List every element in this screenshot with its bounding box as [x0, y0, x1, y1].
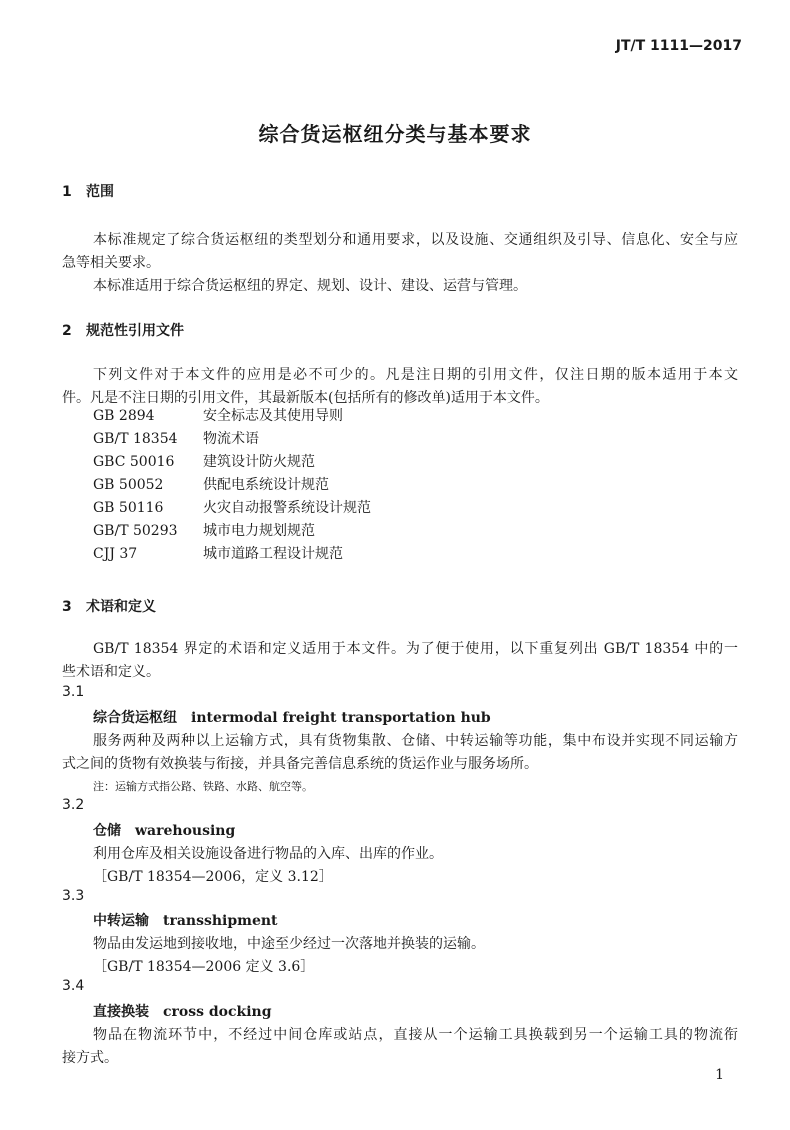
- term-heading: [93, 707, 491, 727]
- term-definition-line-1: 物品在物流环节中，不经过中间仓库或站点，直接从一个运输工具换载到另一个运输工具的物流衔: [93, 1027, 738, 1043]
- term-number: 3.2: [62, 797, 85, 813]
- term-note: 注：运输方式指公路、铁路、水路、航空等。: [93, 780, 313, 793]
- section-number: 2: [62, 323, 72, 339]
- reference-name: 火灾自动报警系统设计规范: [203, 500, 371, 516]
- section-title: 规范性引用文件: [86, 323, 184, 339]
- section-title: 术语和定义: [86, 599, 156, 615]
- term-zh: 中转运输: [93, 913, 149, 929]
- section-2-para-line-2: 件。凡是不注日期的引用文件，其最新版本(包括所有的修改单)适用于本文件。: [62, 390, 549, 406]
- section-3-para-line-1: GB/T 18354 界定的术语和定义适用于本文件。为了便于使用，以下重复列出 GB/T 18354 中的一: [93, 641, 738, 657]
- reference-code: GB 50052: [93, 477, 164, 493]
- reference-name: 建筑设计防火规范: [203, 454, 315, 470]
- term-definition-line-2: 接方式。: [62, 1050, 118, 1066]
- reference-row: [93, 474, 371, 497]
- reference-code: GB/T 50293: [93, 523, 178, 539]
- term-definition: 利用仓库及相关设施设备进行物品的入库、出库的作业。: [93, 846, 443, 862]
- reference-code: GB/T 18354: [93, 431, 178, 447]
- reference-row: [93, 543, 371, 566]
- reference-code: CJJ 37: [93, 546, 138, 562]
- term-zh: 综合货运枢纽: [93, 710, 177, 726]
- reference-row: [93, 405, 371, 428]
- reference-name: 城市电力规划规范: [203, 523, 315, 539]
- term-zh: 直接换装: [93, 1004, 149, 1020]
- reference-row: [93, 451, 371, 474]
- term-number: 3.1: [62, 684, 85, 700]
- term-definition-line-2: 式之间的货物有效换装与衔接，并具备完善信息系统的货运作业与服务场所。: [62, 756, 538, 772]
- term-definition-line-1: 服务两种及两种以上运输方式，具有货物集散、仓储、中转运输等功能，集中布设并实现不同运输方: [93, 733, 738, 749]
- reference-name: 安全标志及其使用导则: [203, 408, 343, 424]
- term-heading: [93, 910, 278, 930]
- term-source: ［GB/T 18354—2006 定义 3.6］: [93, 959, 315, 975]
- reference-code: GBC 50016: [93, 454, 175, 470]
- reference-row: [93, 428, 371, 451]
- section-1-para-1-line-1: 本标准规定了综合货运枢纽的类型划分和通用要求，以及设施、交通组织及引导、信息化、安全与应: [93, 232, 738, 248]
- section-2-heading: [62, 320, 184, 340]
- term-number: 3.3: [62, 888, 85, 904]
- term-en: warehousing: [135, 823, 236, 839]
- section-number: 3: [62, 599, 72, 615]
- reference-code: GB 2894: [93, 408, 155, 424]
- section-1-para-1-line-2: 急等相关要求。: [62, 255, 160, 271]
- reference-row: [93, 520, 371, 543]
- section-number: 1: [62, 184, 72, 200]
- term-en: intermodal freight transportation hub: [191, 710, 491, 726]
- term-definition: 物品由发运地到接收地，中途至少经过一次落地并换装的运输。: [93, 936, 485, 952]
- document-title: 综合货运枢纽分类与基本要求: [258, 122, 532, 146]
- reference-name: 物流术语: [203, 431, 259, 447]
- section-3-heading: [62, 596, 156, 616]
- section-1-heading: [62, 181, 114, 201]
- normative-references-list: [93, 405, 371, 566]
- reference-row: [93, 497, 371, 520]
- section-title: 范围: [86, 184, 114, 200]
- section-1-para-2: 本标准适用于综合货运枢纽的界定、规划、设计、建设、运营与管理。: [93, 278, 527, 294]
- reference-name: 供配电系统设计规范: [203, 477, 329, 493]
- term-number: 3.4: [62, 978, 85, 994]
- section-2-para-line-1: 下列文件对于本文件的应用是必不可少的。凡是注日期的引用文件，仅注日期的版本适用于本文: [93, 367, 738, 383]
- standard-code-header: JT/T 1111—2017: [615, 38, 742, 54]
- reference-code: GB 50116: [93, 500, 164, 516]
- reference-name: 城市道路工程设计规范: [203, 546, 343, 562]
- term-heading: [93, 1001, 272, 1021]
- section-3-para-line-2: 些术语和定义。: [62, 664, 160, 680]
- term-source: ［GB/T 18354—2006，定义 3.12］: [93, 869, 333, 885]
- page-number: 1: [715, 1067, 724, 1083]
- term-en: cross docking: [163, 1004, 272, 1020]
- term-en: transshipment: [163, 913, 278, 929]
- term-heading: [93, 820, 235, 840]
- term-zh: 仓储: [93, 823, 121, 839]
